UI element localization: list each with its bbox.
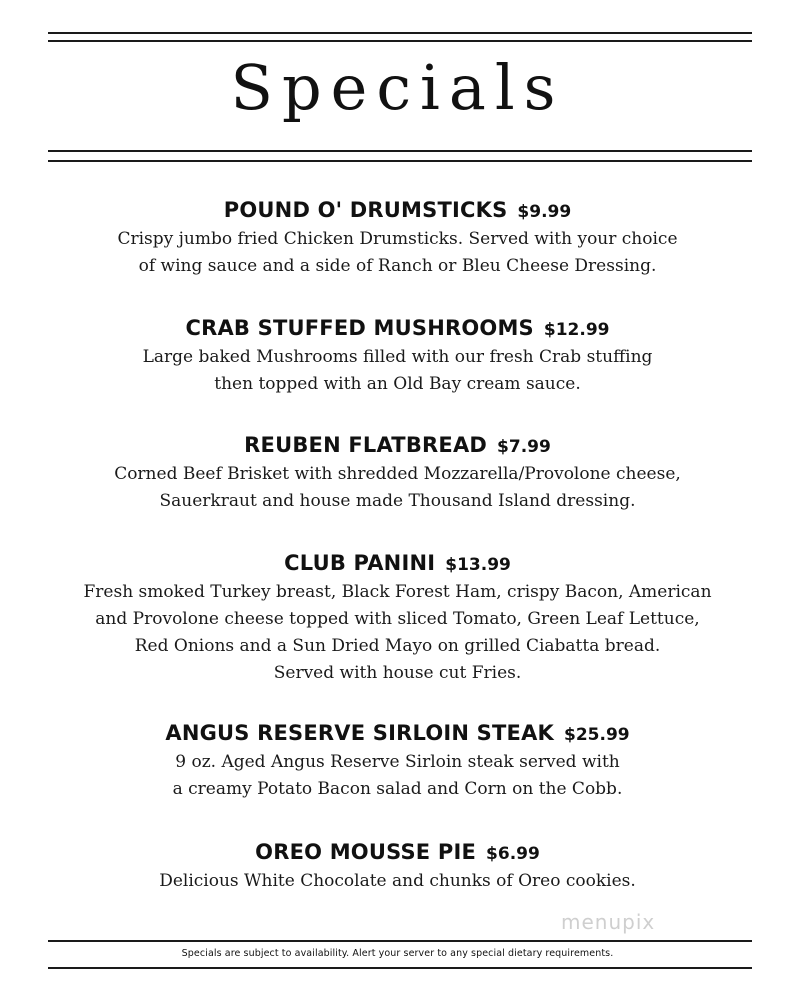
item-heading bbox=[0, 719, 795, 749]
item-description-line: and Provolone cheese topped with sliced Tomato, Green Leaf Lettuce, bbox=[95, 609, 700, 629]
item-description-line: Corned Beef Brisket with shredded Mozzarella/Provolone cheese, bbox=[114, 464, 681, 484]
menu-item bbox=[0, 314, 795, 398]
item-price: $12.99 bbox=[543, 320, 610, 340]
item-price: $7.99 bbox=[497, 437, 551, 457]
title-rule-lower bbox=[48, 160, 752, 162]
item-description-line: Crispy jumbo fried Chicken Drumsticks. Served with your choice bbox=[117, 229, 678, 249]
item-description-line: Large baked Mushrooms filled with our fresh Crab stuffing bbox=[142, 347, 653, 367]
menu-item bbox=[0, 719, 795, 803]
menu-item bbox=[0, 549, 795, 687]
item-description-line: then topped with an Old Bay cream sauce. bbox=[214, 374, 581, 394]
item-heading bbox=[0, 196, 795, 226]
item-description-line: Delicious White Chocolate and chunks of Oreo cookies. bbox=[159, 871, 636, 891]
item-description-line: 9 oz. Aged Angus Reserve Sirloin steak served with bbox=[175, 752, 620, 772]
item-description bbox=[0, 579, 795, 687]
item-price: $9.99 bbox=[517, 202, 572, 222]
availability-footnote: Specials are subject to availability. Alert your server to any special dietary requirements. bbox=[181, 948, 614, 959]
footer-rule-upper bbox=[48, 940, 752, 942]
item-description-line: Red Onions and a Sun Dried Mayo on grilled Ciabatta bread. bbox=[134, 636, 661, 656]
footer-rule-lower bbox=[48, 967, 752, 969]
menu-item bbox=[0, 196, 795, 280]
item-description-line: Sauerkraut and house made Thousand Island dressing. bbox=[159, 491, 636, 511]
item-name: REUBEN FLATBREAD bbox=[244, 433, 488, 457]
item-price: $25.99 bbox=[564, 725, 630, 745]
item-description bbox=[0, 226, 795, 280]
top-rule-inner bbox=[48, 40, 752, 42]
item-name: CRAB STUFFED MUSHROOMS bbox=[185, 316, 534, 340]
item-description bbox=[0, 749, 795, 803]
menu-item bbox=[0, 431, 795, 515]
item-price: $13.99 bbox=[445, 555, 511, 575]
menu-item bbox=[0, 838, 795, 895]
item-description-line: Fresh smoked Turkey breast, Black Forest Ham, crispy Bacon, American bbox=[83, 582, 712, 602]
item-description bbox=[0, 461, 795, 515]
item-price: $6.99 bbox=[486, 844, 540, 864]
item-heading bbox=[0, 314, 795, 344]
item-description-line: a creamy Potato Bacon salad and Corn on the Cobb. bbox=[172, 779, 623, 799]
item-description bbox=[0, 868, 795, 895]
top-rule-outer bbox=[48, 32, 752, 34]
page-title: Specials bbox=[230, 51, 565, 124]
title-rule-upper bbox=[48, 150, 752, 152]
item-description-line: Served with house cut Fries. bbox=[273, 663, 522, 683]
item-name: ANGUS RESERVE SIRLOIN STEAK bbox=[165, 721, 555, 745]
watermark-logo: menupix bbox=[561, 910, 656, 934]
item-name: CLUB PANINI bbox=[284, 551, 436, 575]
item-heading bbox=[0, 431, 795, 461]
item-heading bbox=[0, 838, 795, 868]
item-description bbox=[0, 344, 795, 398]
item-name: POUND O' DRUMSTICKS bbox=[223, 198, 508, 222]
item-description-line: of wing sauce and a side of Ranch or Bleu Cheese Dressing. bbox=[138, 256, 657, 276]
item-name: OREO MOUSSE PIE bbox=[255, 840, 477, 864]
item-heading bbox=[0, 549, 795, 579]
